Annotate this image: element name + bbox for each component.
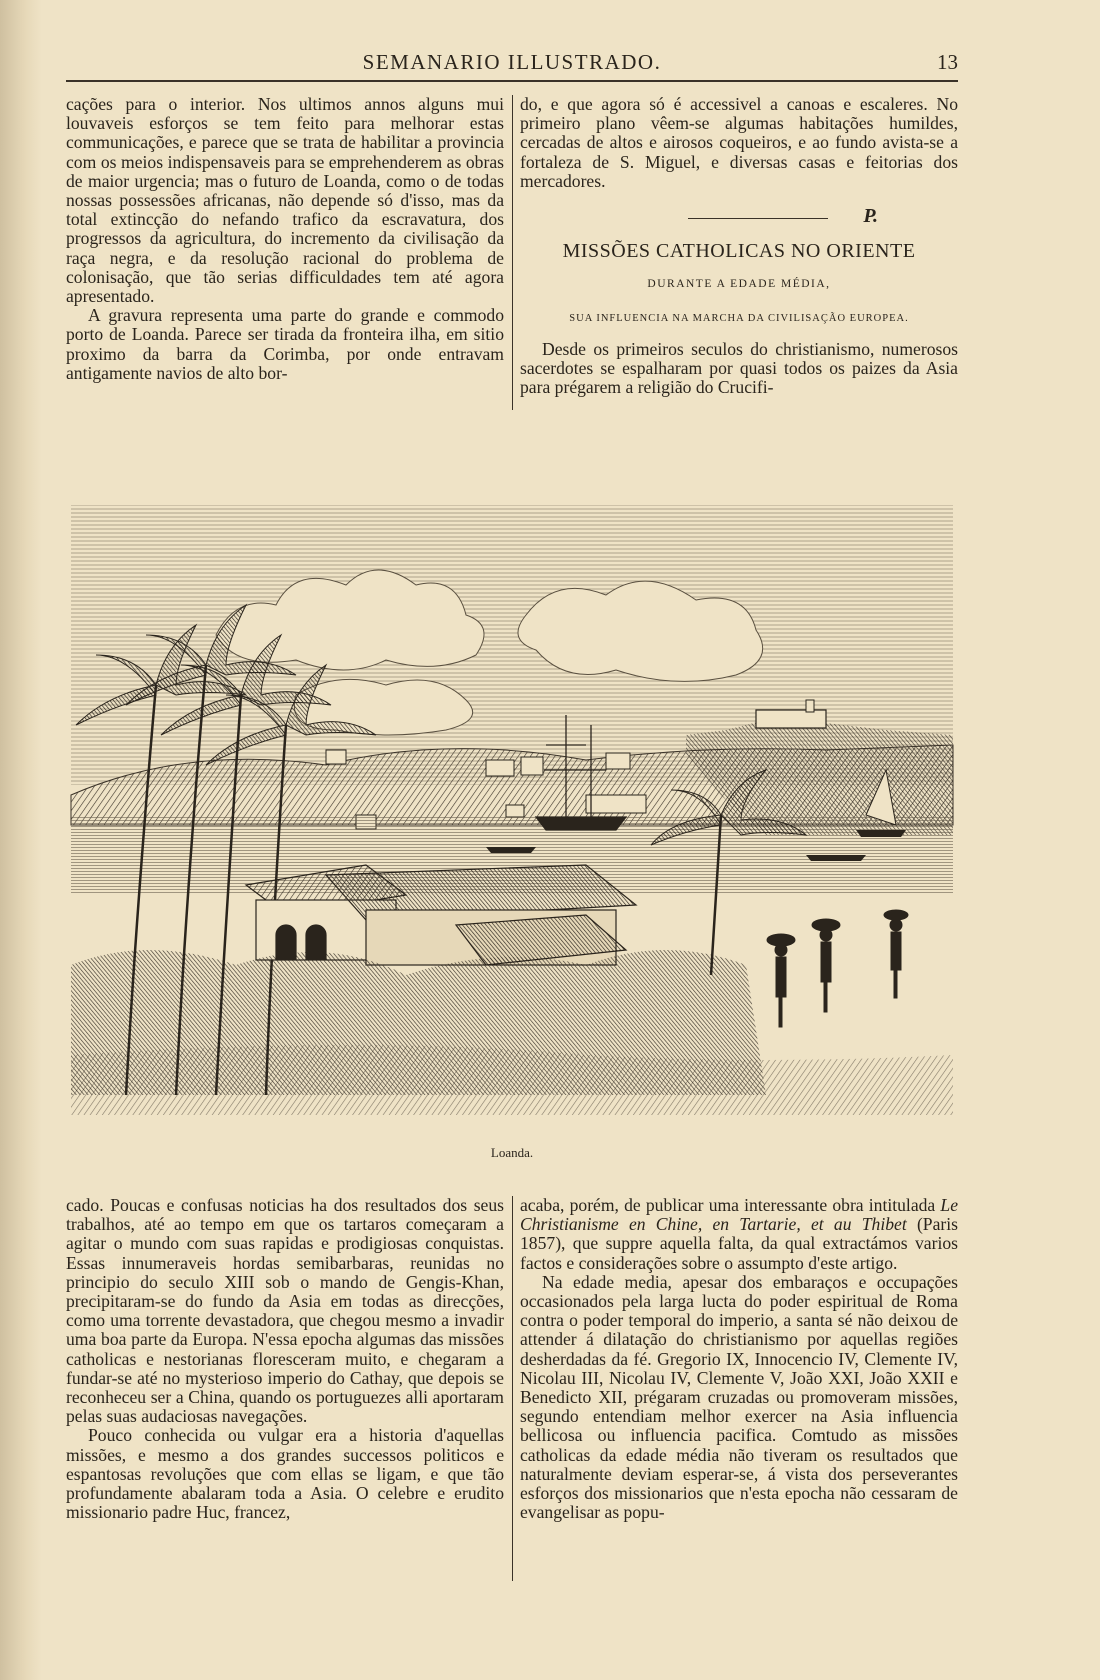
column-divider (512, 95, 513, 410)
article-title: MISSÕES CATHOLICAS NO ORIENTE (562, 240, 916, 263)
author-signature (520, 207, 958, 226)
signature-text: P. (863, 205, 878, 228)
bottom-right-column (520, 1196, 958, 1586)
paragraph: Pouco conhecida ou vulgar era a historia d'aquellas missões, e mesmo a dos grandes successos politicos e espantosas revoluções que com ellas se ligam, e que tão profundamente abalaram toda a Asia. O celebre e erudito missionario padre Huc, francez, (66, 1425, 504, 1523)
signature-rule (688, 218, 828, 219)
paragraph-text: acaba, porém, de publicar uma interessante obra intitulada (520, 1195, 941, 1215)
bottom-left-column (66, 1196, 504, 1586)
paragraph: do, e que agora só é accessivel a canoas e escaleres. No primeiro plano vêem-se algumas habitações humildes, cercadas de altos e airosos coqueiros, e ao fundo avista-se a fortaleza de S. Miguel, e diversas casas e feitorias dos mercadores. (520, 94, 958, 191)
paragraph: Desde os primeiros seculos do christianismo, numerosos sacerdotes se espalharam por quasi todos os paizes da Asia para prégarem a religião do Crucifi- (520, 338, 958, 398)
paragraph (520, 1196, 958, 1273)
top-right-column (520, 95, 958, 420)
article-subtitle: DURANTE A EDADE MÉDIA, (647, 278, 831, 291)
paragraph: cado. Poucas e confusas noticias ha dos resultados dos seus trabalhos, até ao tempo em que os tartaros começaram a agitar o mundo com suas rapidas e prodigiosas conquistas. Essas innumeraveis hordas semibarbaras, reunidas no principio do seculo XIII sob o mando de Gengis-Khan, precipitaram-se do fundo da Asia em todas as direcções, como uma torrente devastadora, que chegou mesmo a invadir uma boa parte da Europa. N'essa epocha algumas das missões catholicas e nestorianas floresceram muito, e chegaram a fundar-se até no mysterioso imperio do Cathay, que depois se reconheceu ser a China, quando os portuguezes alli aportaram pelas suas audaciosas navegações. (66, 1195, 504, 1427)
book-title: Le Christianisme en Chine, en Tartarie, et au Thibet (520, 1195, 958, 1235)
header-rule (66, 80, 958, 82)
page-number: 13 (937, 50, 958, 74)
column-divider (512, 1196, 513, 1581)
paragraph-text: (Paris 1857), que suppre aquella falta, da qual extractámos varios factos e considerações sobre o assumpto d'este artigo. (520, 1214, 958, 1273)
loanda-engraving (66, 495, 958, 1125)
top-left-column (66, 95, 504, 420)
paragraph: A gravura representa uma parte do grande e commodo porto de Loanda. Parece ser tirada da fronteira ilha, em sitio proximo da barra da Corimba, por onde entravam antigamente navios de alto bor- (66, 305, 504, 383)
illustration-caption: Loanda. (490, 1145, 534, 1160)
page-edge-shadow (0, 0, 42, 1680)
paragraph: Na edade media, apesar dos embaraços e occupações occasionados pela larga lucta do poder espiritual de Roma contra o poder temporal do imperio, a santa sé não deixou de attender á dilatação do christianismo por aquellas regiões desherdadas da fé. Gregorio IX, Innocencio IV, Clemente IV, Nicolau III, Nicolau IV, Clemente V, João XXI, João XXII e Benedicto XII, prégaram cruzadas ou promoveram missões, segundo entendiam melhor exercer na Asia influencia bellicosa ou influencia pacifica. Comtudo as missões catholicas da edade média não tiveram os resultados que naturalmente deviam esperar-se, á vista dos perseverantes esforços dos missionarios que n'esta epocha não cessaram de evangelisar as popu- (520, 1271, 958, 1523)
running-header (66, 46, 958, 80)
paragraph: cações para o interior. Nos ultimos annos alguns mui louvaveis esforços se tem feito para melhorar estas communicações, e parece que se trata de habilitar a provincia com os meios indispensaveis para se emprehenderem as obras de maior urgencia; mas o futuro de Loanda, como o de todas nossas possessões africanas, não depende só d'isso, mas da total extincção do nefando trafico da escravatura, dos progressos da agricultura, do incremento da civilisação da raça negra, e da resolução racional do problema de colonisação, que tão serias difficuldades tem até agora apresentado. (66, 94, 504, 307)
article-subtitle: SUA INFLUENCIA NA MARCHA DA CIVILISAÇÃO EUROPEA. (569, 312, 909, 324)
publication-title: SEMANARIO ILLUSTRADO. (362, 50, 662, 74)
